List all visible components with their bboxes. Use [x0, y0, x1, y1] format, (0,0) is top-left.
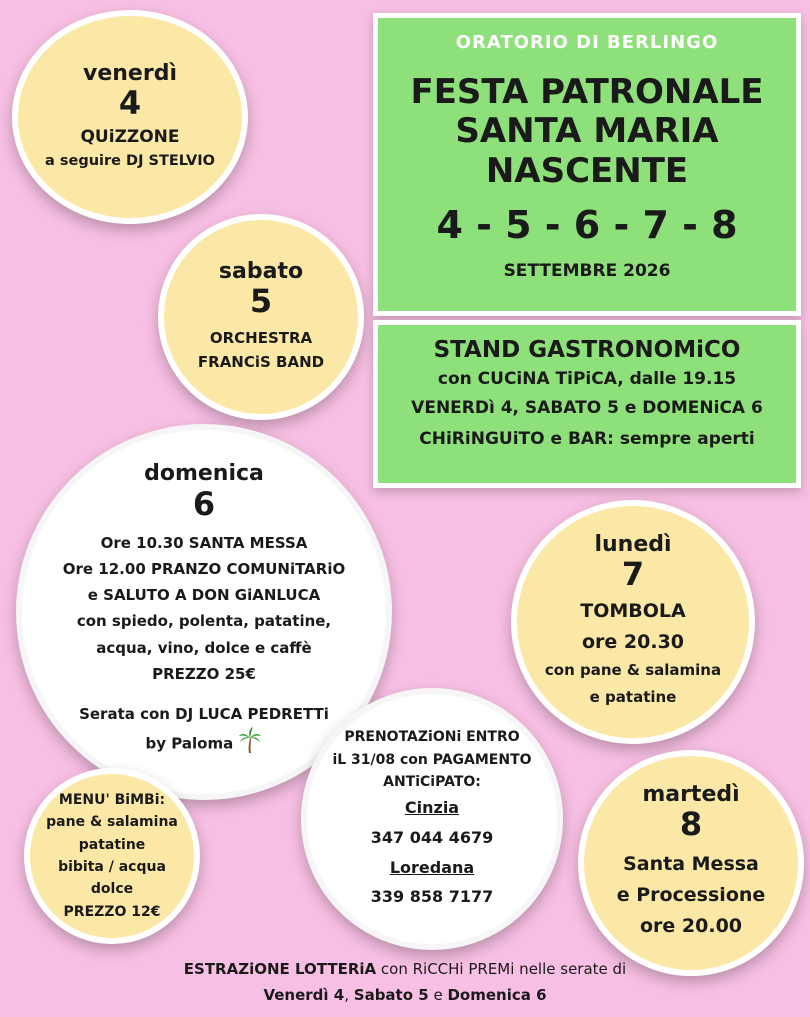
saturday-circle [158, 214, 364, 420]
day-name: sabato [218, 259, 304, 285]
stand-heading: STAND GASTRONOMiCO [433, 337, 741, 363]
footer-line-2 [0, 982, 810, 1008]
event-line: Santa Messa [623, 852, 759, 875]
footer-sep: e [428, 986, 448, 1005]
booking-line: iL 31/08 con PAGAMENTO [332, 751, 532, 768]
evening-line-2 [146, 727, 263, 761]
tuesday-circle [578, 750, 804, 976]
kids-menu-circle [24, 768, 200, 944]
title-line: SANTA MARIA [455, 111, 719, 152]
day-number: 4 [118, 83, 142, 122]
footer-day: Venerdì 4 [263, 986, 345, 1005]
footer-line-1 [0, 956, 810, 982]
title-line: FESTA PATRONALE [410, 72, 764, 112]
footer-bold-text: ESTRAZiONE LOTTERiA [183, 960, 377, 978]
lottery-footer [0, 956, 810, 1009]
program-line: e SALUTO A DON GiANLUCA [87, 586, 321, 605]
booking-line: PRENOTAZiONi ENTRO [344, 729, 520, 746]
stand-line: VENERDì 4, SABATO 5 e DOMENiCA 6 [411, 397, 763, 418]
stand-line: con CUCiNA TiPiCA, dalle 19.15 [437, 369, 737, 389]
contact-name: Loredana [389, 857, 475, 877]
event-note: a seguire DJ STELVIO [45, 152, 215, 169]
monday-circle [511, 500, 755, 744]
event-time: ore 20.30 [581, 630, 685, 653]
palm-tree-icon [238, 727, 262, 761]
day-number: 5 [249, 282, 273, 321]
day-name: venerdì [83, 60, 177, 86]
booking-circle [301, 688, 563, 950]
program-line: acqua, vino, dolce e caffè [96, 638, 312, 657]
festival-month-year: SETTEMBRE 2026 [503, 261, 671, 282]
program-line: con spiedo, polenta, patatine, [76, 612, 332, 631]
sunday-program [63, 530, 345, 688]
kids-menu-line: PREZZO 12€ [63, 903, 161, 920]
evening-line: Serata con DJ LUCA PEDRETTi [79, 705, 329, 724]
kids-menu-line: MENU' BiMBi: [58, 791, 166, 808]
footer-sep: , [344, 986, 354, 1005]
day-number: 6 [192, 484, 216, 523]
event-title: QUiZZONE [80, 127, 180, 148]
event-line: ore 20.00 [639, 915, 743, 938]
event-line: FRANCiS BAND [197, 352, 325, 371]
day-number: 7 [621, 555, 645, 594]
event-line: e Processione [616, 884, 766, 907]
stand-line: CHiRiNGUiTO e BAR: sempre aperti [419, 428, 755, 449]
program-line: PREZZO 25€ [152, 664, 256, 683]
booking-line: ANTiCiPATO: [383, 774, 481, 790]
day-name: martedì [642, 782, 740, 808]
event-title: TOMBOLA [580, 600, 686, 623]
evening-line: by Paloma [145, 735, 234, 754]
festival-dates: 4 - 5 - 6 - 7 - 8 [436, 203, 738, 248]
event-note: e patatine [589, 688, 677, 707]
event-note: con pane & salamina [544, 661, 722, 680]
title-line: NASCENTE [485, 150, 689, 191]
food-stand-panel [373, 320, 801, 488]
festival-title [378, 73, 796, 191]
event-line: ORCHESTRA [209, 329, 313, 348]
program-line: Ore 10.30 SANTA MESSA [100, 533, 308, 552]
festival-header-panel [373, 13, 801, 316]
contact-phone[interactable]: 347 044 4679 [370, 827, 494, 847]
contact-name: Cinzia [404, 798, 460, 818]
kids-menu-line: bibita / acqua [58, 859, 166, 875]
day-name: domenica [144, 461, 264, 487]
kids-menu-line: dolce [90, 881, 134, 898]
footer-day: Domenica 6 [447, 986, 547, 1005]
oratorio-name: ORATORIO DI BERLINGO [455, 32, 719, 53]
footer-day: Sabato 5 [353, 986, 429, 1005]
friday-circle [12, 10, 248, 224]
footer-text: con RiCCHi PREMi nelle serate di [376, 960, 627, 978]
day-number: 8 [679, 805, 703, 844]
kids-menu-line: pane & salamina [46, 814, 178, 831]
contact-phone[interactable]: 339 858 7177 [370, 887, 494, 907]
day-name: lunedì [594, 531, 672, 557]
program-line: Ore 12.00 PRANZO COMUNiTARiO [62, 559, 346, 578]
kids-menu-line: patatine [78, 836, 146, 853]
